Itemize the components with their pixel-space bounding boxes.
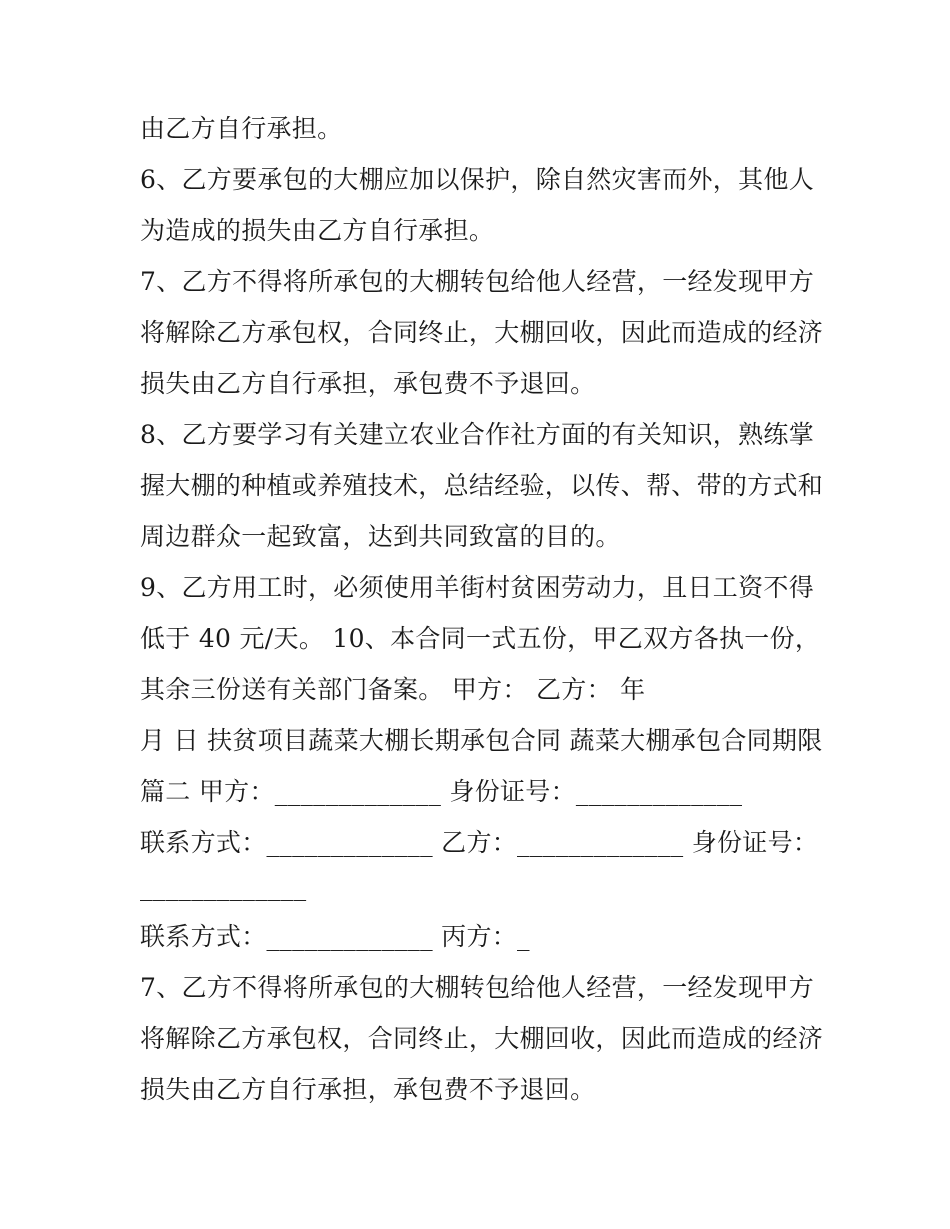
- text-line-19: 将解除乙方承包权，合同终止，大棚回收，因此而造成的经济: [140, 1024, 824, 1053]
- text-line-10: 9、乙方用工时，必须使用羊街村贫困劳动力，且日工资不得: [140, 573, 815, 602]
- text-line-2: 6、乙方要承包的大棚应加以保护，除自然灾害而外，其他人: [140, 165, 815, 194]
- text-line-1: 由乙方自行承担。: [140, 114, 343, 143]
- text-line-9: 周边群众一起致富，达到共同致富的目的。: [140, 522, 621, 551]
- text-line-17: 联系方式：_____________ 丙方：_: [140, 922, 530, 951]
- text-line-13: 月 日 扶贫项目蔬菜大棚长期承包合同 蔬菜大棚承包合同期限: [140, 726, 823, 755]
- text-line-12: 其余三份送有关部门备案。 甲方： 乙方： 年: [140, 675, 646, 704]
- text-line-3: 为造成的损失由乙方自行承担。: [140, 216, 495, 245]
- text-line-18: 7、乙方不得将所承包的大棚转包给他人经营，一经发现甲方: [140, 973, 815, 1002]
- text-line-5: 将解除乙方承包权，合同终止，大棚回收，因此而造成的经济: [140, 318, 824, 347]
- text-line-14: 篇二 甲方：_____________ 身份证号：_____________: [140, 777, 743, 806]
- text-line-11: 低于 40 元/天。 10、本合同一式五份，甲乙双方各执一份，: [140, 624, 821, 653]
- text-line-16: _____________: [140, 872, 307, 901]
- text-line-4: 7、乙方不得将所承包的大棚转包给他人经营，一经发现甲方: [140, 267, 815, 296]
- text-line-7: 8、乙方要学习有关建立农业合作社方面的有关知识，熟练掌: [140, 420, 815, 449]
- text-line-6: 损失由乙方自行承担，承包费不予退回。: [140, 369, 596, 398]
- text-line-15: 联系方式：_____________ 乙方：_____________ 身份证号：: [140, 828, 819, 857]
- text-line-20: 损失由乙方自行承担，承包费不予退回。: [140, 1075, 596, 1104]
- text-line-8: 握大棚的种植或养殖技术，总结经验，以传、帮、带的方式和: [140, 471, 824, 500]
